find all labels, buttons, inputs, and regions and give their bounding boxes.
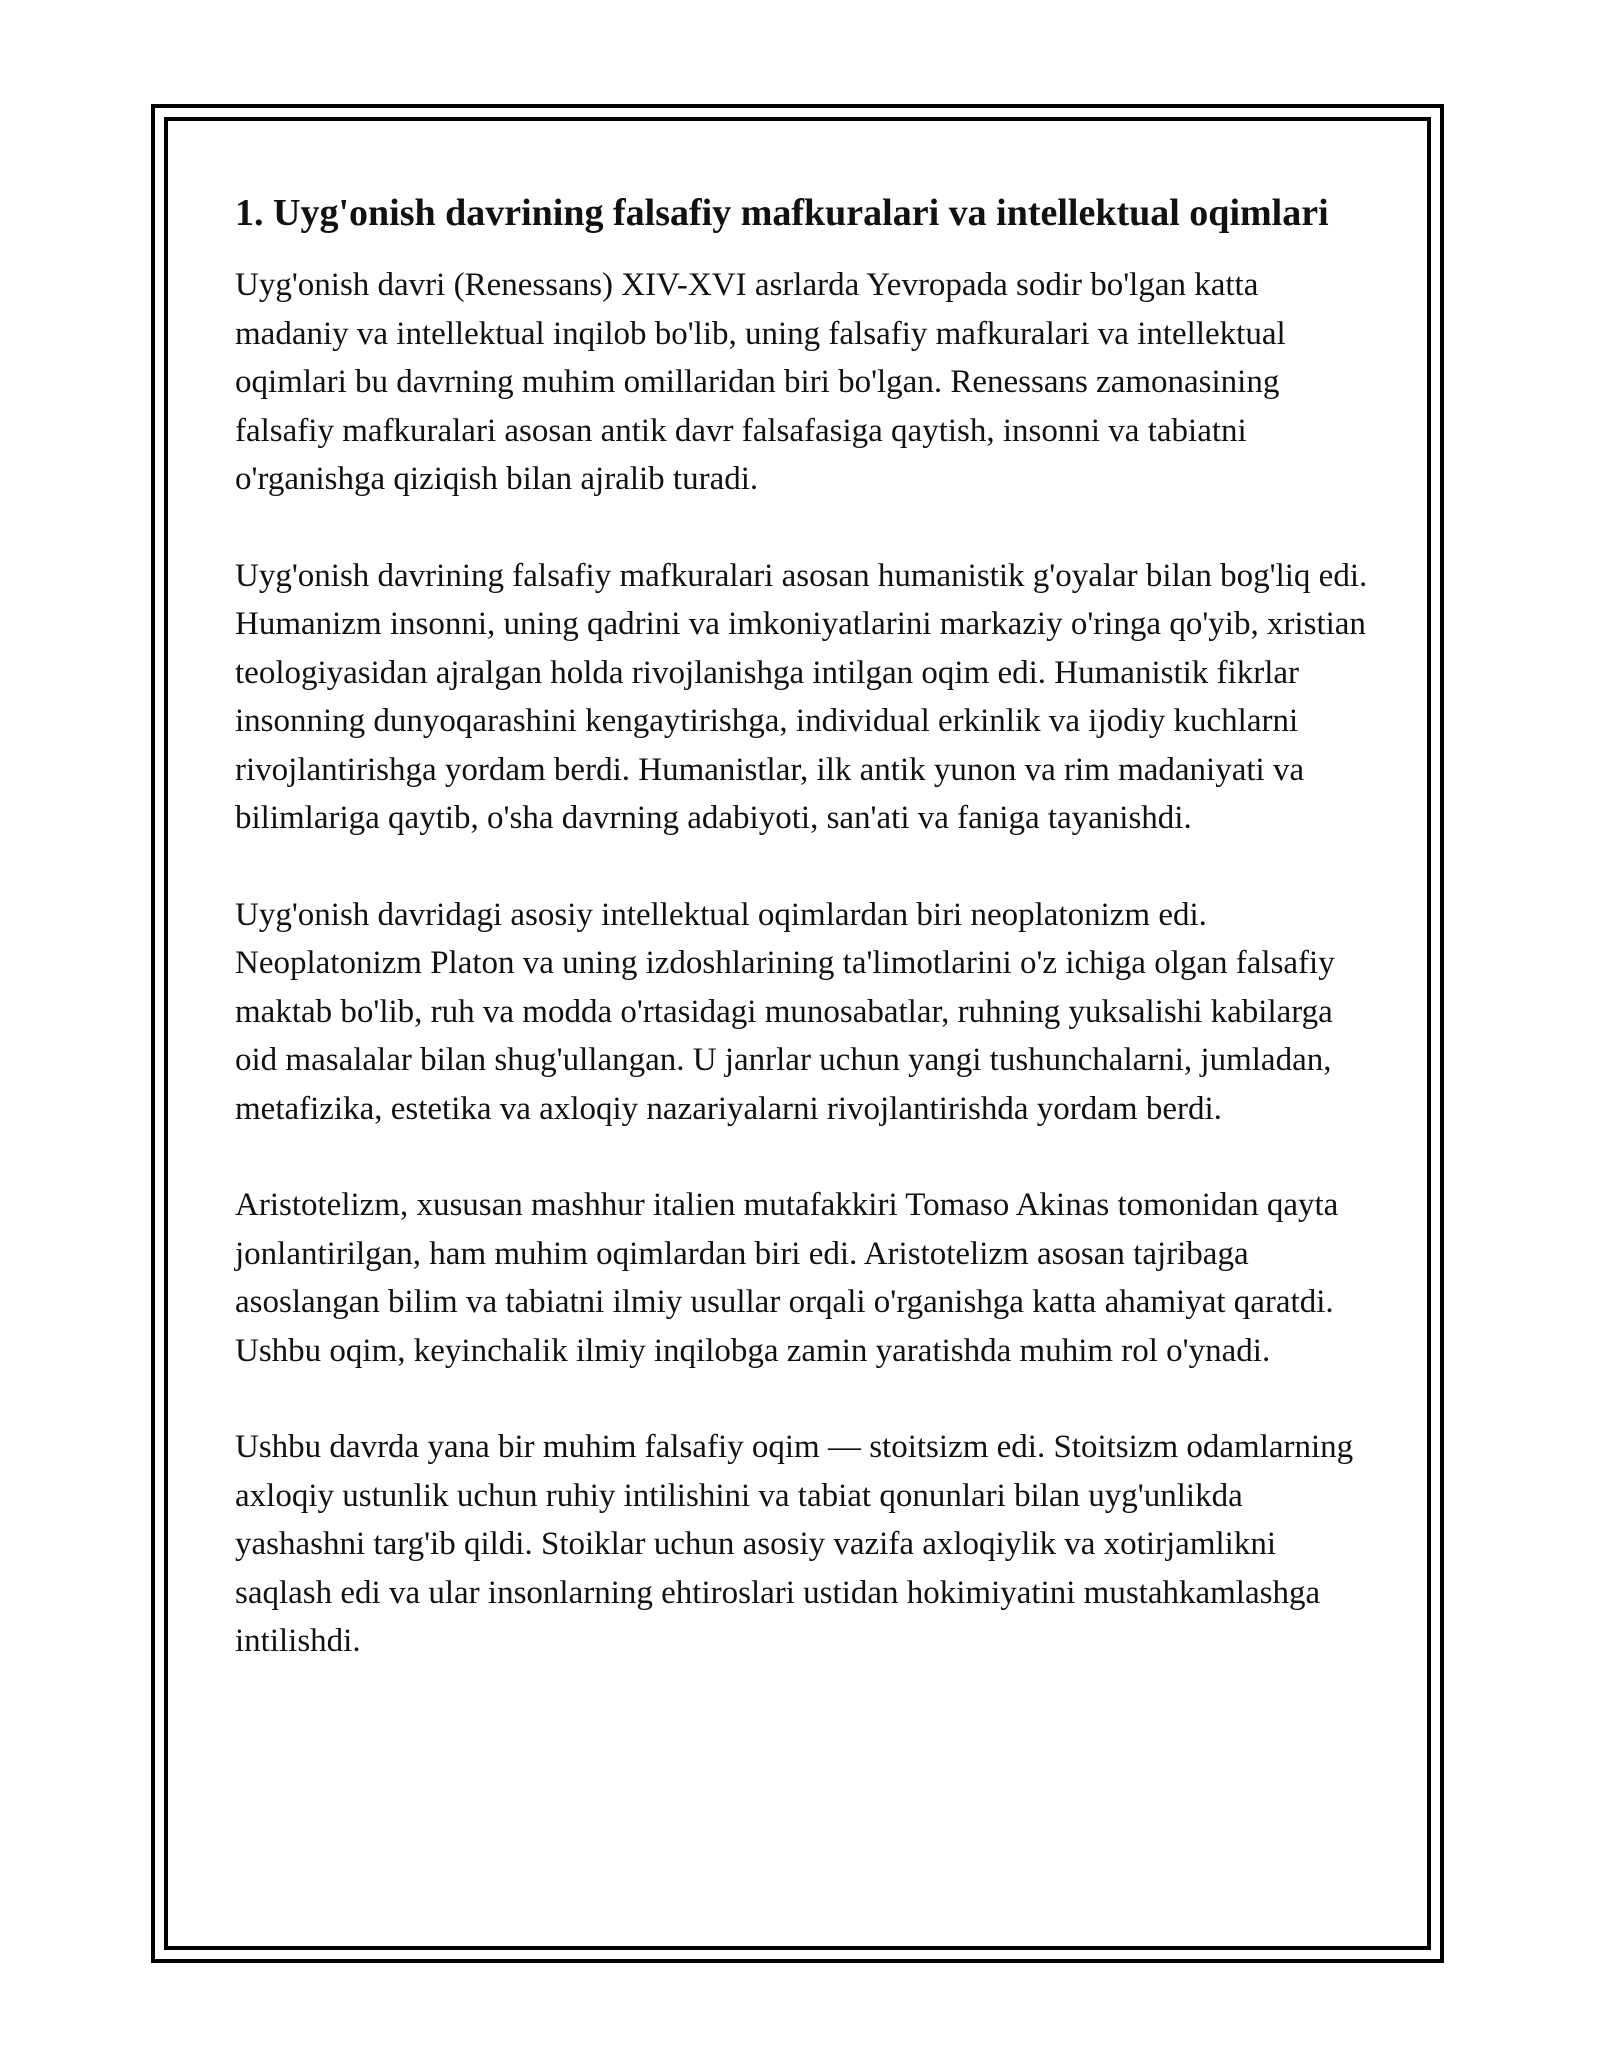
paragraph-humanism: Uyg'onish davrining falsafiy mafkuralari asosan humanistik g'oyalar bilan bog'liq edi. Humanizm insonni, uning qadrini va imkoniyatlarini markaziy o'ringa qo'yib, xristian teologiyasidan ajralgan holda rivojlanishga intilgan oqim edi. Humanistik fikrlar insonning dunyoqarashini kengaytirishga, individual erkinlik va ijodiy kuchlarni rivojlantirishga yordam berdi. Humanistlar, ilk antik yunon va rim madaniyati va bilimlariga qaytib, o'sha davrning adabiyoti, san'ati va faniga tayanishdi.	[235, 557, 1368, 836]
paragraph-neoplatonism: Uyg'onish davridagi asosiy intellektual oqimlardan biri neoplatonizm edi. Neoplatonizm Platon va uning izdoshlarining ta'limotlarini o'z ichiga olgan falsafiy maktab bo'lib, ruh va modda o'rtasidagi munosabatlar, ruhning yuksalishi kabilarga oid masalalar bilan shug'ullangan. U janrlar uchun yangi tushunchalarni, jumladan, metafizika, estetika va axloqiy nazariyalarni rivojlantirishda yordam berdi.	[235, 896, 1335, 1127]
paragraph-stoicism: Ushbu davrda yana bir muhim falsafiy oqim — stoitsizm edi. Stoitsizm odamlarning axloqiy ustunlik uchun ruhiy intilishini va tabiat qonunlari bilan uyg'unlikda yashashni targ'ib qildi. Stoiklar uchun asosiy vazifa axloqiylik va xotirjamlikni saqlash edi va ular insonlarning ehtiroslari ustidan hokimiyatini mustahkamlashga intilishdi.	[235, 1429, 1354, 1659]
document-body	[235, 186, 1370, 1714]
section-heading: 1. Uyg'onish davrining falsafiy mafkuralari va intellektual oqimlari	[235, 192, 1329, 234]
paragraph-aristotelianism: Aristotelizm, xususan mashhur italien mutafakkiri Tomaso Akinas tomonidan qayta jonlantirilgan, ham muhim oqimlardan biri edi. Aristotelizm asosan tajribaga asoslangan bilim va tabiatni ilmiy usullar orqali o'rganishga katta ahamiyat qaratdi. Ushbu oqim, keyinchalik ilmiy inqilobga zamin yaratishda muhim rol o'ynadi.	[235, 1187, 1339, 1369]
paragraph-intro: Uyg'onish davri (Renessans) XIV-XVI asrlarda Yevropada sodir bo'lgan katta madaniy va intellektual inqilob bo'lib, uning falsafiy mafkuralari va intellektual oqimlari bu davrning muhim omillaridan biri bo'lgan. Renessans zamonasining falsafiy mafkuralari asosan antik davr falsafasiga qaytish, insonni va tabiatni o'rganishga qiziqish bilan ajralib turadi.	[235, 267, 1286, 497]
